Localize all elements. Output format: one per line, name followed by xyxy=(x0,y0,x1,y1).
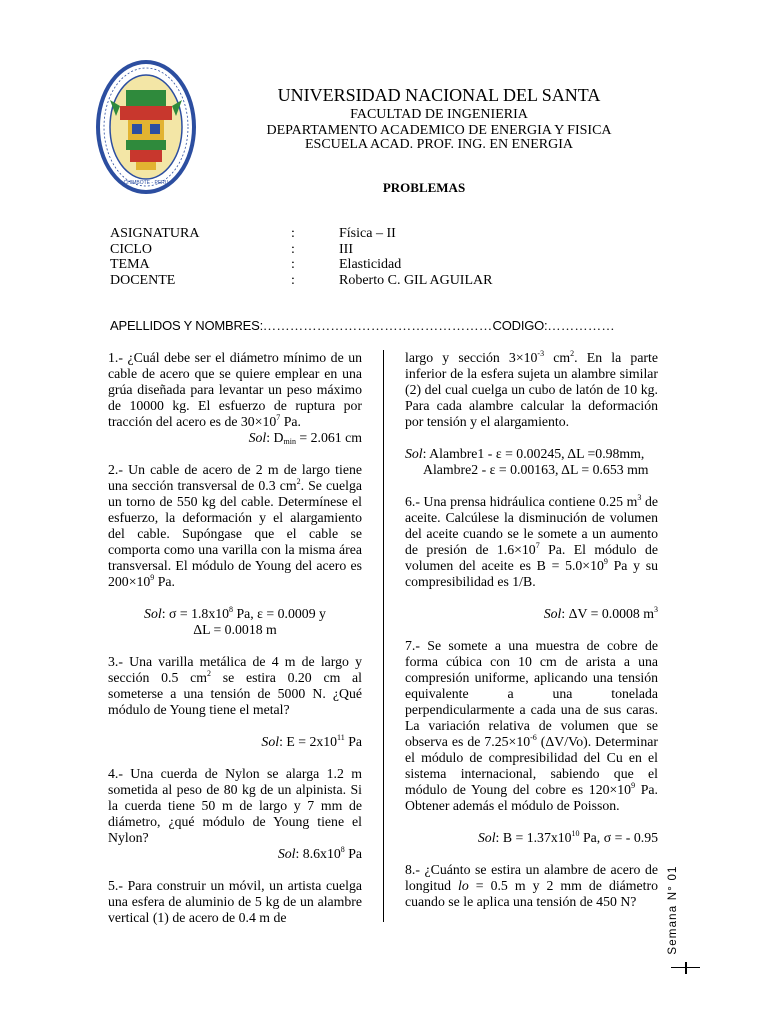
student-fill-line xyxy=(110,318,615,334)
info-separator: : xyxy=(291,226,295,241)
week-label-text: Semana N° 01 xyxy=(667,864,679,955)
problem-text: = 0.5 m y 2 mm de diámetro cuando se le aplica una tensión de 450 N? xyxy=(405,878,658,909)
course-info-row xyxy=(110,273,492,289)
solution xyxy=(108,734,362,750)
code-blank: …………… xyxy=(547,318,615,333)
exponent: 2 xyxy=(570,349,575,358)
problems-left-column xyxy=(108,350,362,942)
solution-label: Sol xyxy=(477,830,496,845)
solution xyxy=(108,430,362,446)
problem-text: de aceite. Calcúlese la disminución de volumen del aceite cuando se le somete a un aumento de presión de 1.6×10 xyxy=(405,494,658,557)
solution xyxy=(405,830,658,846)
exponent: 11 xyxy=(337,733,345,742)
department-name: DEPARTAMENTO ACADEMICO DE ENERGIA Y FISICA xyxy=(266,123,612,138)
problem-text: 6.- Una prensa hidráulica contiene 0.25 m xyxy=(405,494,638,509)
problems-right-column xyxy=(405,350,658,926)
solution xyxy=(405,446,658,478)
variable: lo xyxy=(458,878,469,893)
exponent: 8 xyxy=(340,845,345,854)
problem-text: 2.- Un cable de acero de 2 m de largo tiene una sección transversal de 0.3 cm xyxy=(108,462,362,493)
course-info-row xyxy=(110,242,492,258)
exponent: 3 xyxy=(637,493,642,502)
solution-text: ΔL = 0.0018 m xyxy=(193,622,277,637)
solution-text: : 8.6x10 xyxy=(295,846,341,861)
solution-text: : ΔV = 0.0008 m xyxy=(561,606,654,621)
solution-text: : σ = 1.8x10 xyxy=(161,606,230,621)
problem-text: cm xyxy=(544,350,571,365)
solution xyxy=(108,846,362,862)
exponent: -3 xyxy=(537,349,545,358)
problem-text: Pa. El módulo de volumen del aceite es B = 5.0×10 xyxy=(405,542,658,573)
subscript: min xyxy=(283,437,296,446)
solution-text: Pa xyxy=(344,846,362,861)
problem-text: 1.- ¿Cuál debe ser el diámetro mínimo de un cable de acero que se quiere emplear en una grúa diseñada para levantar un peso máximo de 10000 kg. El esfuerzo de ruptura por tracción del acero es de 30×10 xyxy=(108,350,362,429)
names-label: APELLIDOS Y NOMBRES: xyxy=(110,318,264,333)
problem-text: Pa y su compresibilidad es 1/B. xyxy=(405,558,658,589)
info-key: ASIGNATURA xyxy=(110,226,200,241)
problem-text: 4.- Una cuerda de Nylon se alarga 1.2 m sometida al peso de 80 kg de un alpinista. Si la cuerda tiene 50 m de largo y 7 mm de diámetro, ¿qué módulo de Young tiene el Nylon? xyxy=(108,766,362,845)
problem-text: 3.- Una varilla metálica de 4 m de largo y sección 0.5 cm xyxy=(108,654,362,685)
column-divider xyxy=(383,350,384,922)
problem-text: largo y sección 3×10 xyxy=(405,350,538,365)
problem-text: . En la parte inferior de la esfera sujeta un alambre similar (2) del cual cuelga un cubo de latón de 10 kg. Para cada alambre calcular la deformación por tensión y el alargamiento. xyxy=(405,350,658,429)
problem-text: 7.- Se somete a una muestra de cobre de forma cúbica con 10 cm de arista a una compresión uniforme, aplicando una tensión equivalente a una tonelada perpendicularmente a cada una de sus caras. La variación relativa de volumen que se observa es de 7.25×10 xyxy=(405,638,658,749)
info-key: CICLO xyxy=(110,241,152,257)
solution-text: Pa, σ = - 0.95 xyxy=(579,830,658,845)
info-key: TEMA xyxy=(110,257,150,272)
solution-label: Sol xyxy=(144,606,162,621)
solution-label: Sol xyxy=(248,430,267,445)
info-value: III xyxy=(339,241,353,257)
solution-text: Alambre2 - ε = 0.00163, ΔL = 0.653 mm xyxy=(423,462,649,477)
info-key: DOCENTE xyxy=(110,272,176,288)
problem-text: se estira 0.20 cm al someterse a una tensión de 5000 N. ¿Qué módulo de Young tiene el metal? xyxy=(108,670,363,717)
solution-text: = 2.061 cm xyxy=(295,430,362,445)
course-info xyxy=(110,226,492,288)
exponent: -6 xyxy=(530,733,537,742)
solution xyxy=(405,606,658,622)
solution-text: : B = 1.37x10 xyxy=(495,830,572,845)
solution-text: : Alambre1 - ε = 0.00245, ΔL =0.98mm, xyxy=(422,446,645,461)
solution-label: Sol xyxy=(543,606,562,621)
problem-text: 8.- ¿Cuánto se estira un alambre de acero de longitud xyxy=(405,862,658,893)
solution-text: : D xyxy=(266,430,284,445)
problem-text: . Se cuelga un torno de 550 kg del cable. Determínese el esfuerzo, la deformación y el alargamiento del cable. Supóngase que el cable se comporta como una varilla con la misma área transversal. El módulo de Young del acero es 200×10 xyxy=(108,478,362,589)
seal-bottom-text: CHIMBOTE - PERU xyxy=(123,180,169,186)
school-name: ESCUELA ACAD. PROF. ING. EN ENERGIA xyxy=(304,137,573,152)
solution-text: Pa, ε = 0.0009 y xyxy=(233,606,326,621)
info-value: Roberto C. GIL AGUILAR xyxy=(339,272,493,288)
problem-text: (ΔV/Vo). Determinar el módulo de compresibilidad del Cu en el sistema internacional, sabiendo que el módulo de Young del cobre es 120×10 xyxy=(405,734,658,797)
exponent: 7 xyxy=(535,541,540,550)
exponent: 9 xyxy=(603,557,608,566)
solution-text: Pa xyxy=(344,734,362,749)
problem-text: Pa. xyxy=(154,574,175,589)
problem-text: Pa. xyxy=(280,414,301,429)
code-label: CODIGO: xyxy=(492,318,548,333)
exponent: 9 xyxy=(631,781,636,790)
names-blank: …………………………………………… xyxy=(263,318,493,333)
footer-tick xyxy=(685,962,687,974)
solution-label: Sol xyxy=(405,446,423,461)
info-separator: : xyxy=(291,272,295,288)
exponent: 7 xyxy=(276,413,281,422)
week-label xyxy=(662,862,684,957)
solution-label: Sol xyxy=(277,846,296,861)
info-separator: : xyxy=(291,257,295,272)
problem-text: Pa. Obtener además el módulo de Poisson. xyxy=(405,782,658,813)
info-value: Física – II xyxy=(339,226,396,241)
course-info-row xyxy=(110,226,492,242)
exponent: 8 xyxy=(229,605,234,614)
solution-text: : E = 2x10 xyxy=(279,734,338,749)
solution-label: Sol xyxy=(261,734,280,749)
problem-1 xyxy=(108,350,362,446)
faculty-name: FACULTAD DE INGENIERIA xyxy=(350,107,528,122)
exponent: 10 xyxy=(571,829,580,838)
problem-5-continued xyxy=(405,350,658,430)
info-separator: : xyxy=(291,241,295,257)
exponent: 2 xyxy=(206,669,211,678)
exponent: 2 xyxy=(296,477,301,486)
info-value: Elasticidad xyxy=(339,257,402,272)
problem-8 xyxy=(405,862,658,910)
university-name: UNIVERSIDAD NACIONAL DEL SANTA xyxy=(277,85,601,105)
problem-text: 5.- Para construir un móvil, un artista cuelga una esfera de aluminio de 5 kg de un alambre vertical (1) de acero de 0.4 m de xyxy=(108,878,362,925)
solution xyxy=(108,606,362,638)
problem-7 xyxy=(405,638,658,814)
problem-3 xyxy=(108,654,362,718)
exponent: 9 xyxy=(150,573,155,582)
problem-6 xyxy=(405,494,658,590)
page-title: PROBLEMAS xyxy=(382,180,466,195)
problem-4 xyxy=(108,766,362,862)
course-info-row xyxy=(110,257,492,273)
problem-5 xyxy=(108,878,362,926)
exponent: 3 xyxy=(654,605,658,614)
problem-2 xyxy=(108,462,362,590)
